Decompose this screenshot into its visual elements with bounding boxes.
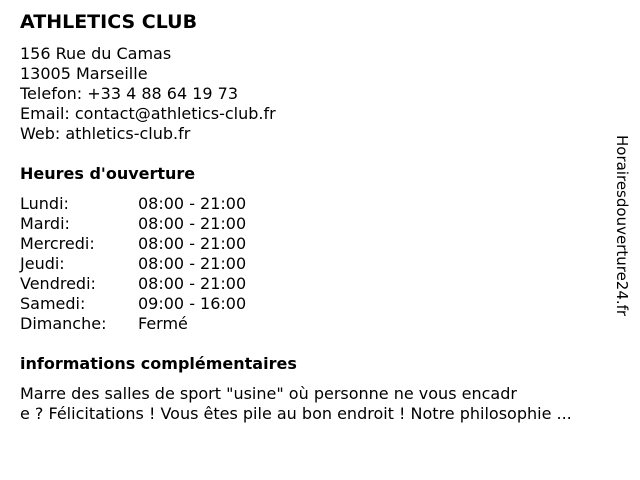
description-line: Marre des salles de sport "usine" où personne ne vous encadr <box>20 384 517 403</box>
opening-hours-list <box>20 194 246 334</box>
business-description <box>20 384 625 424</box>
site-watermark: Horairesdouverture24.fr <box>613 135 631 317</box>
time-range: 08:00 - 21:00 <box>138 234 247 253</box>
day-label: Jeudi: <box>20 254 65 273</box>
opening-hours-heading: Heures d'ouverture <box>20 164 196 183</box>
time-range: Fermé <box>138 314 188 333</box>
contact-details <box>20 44 276 144</box>
description-line: e ? Félicitations ! Vous êtes pile au bon endroit ! Notre philosophie ... <box>20 404 572 423</box>
day-label: Dimanche: <box>20 314 107 333</box>
time-range: 08:00 - 21:00 <box>138 274 247 293</box>
hours-row-tuesday <box>20 214 246 234</box>
phone-number: Telefon: +33 4 88 64 19 73 <box>20 84 239 103</box>
day-label: Lundi: <box>20 194 69 213</box>
time-range: 08:00 - 21:00 <box>138 214 247 233</box>
day-label: Mardi: <box>20 214 70 233</box>
hours-row-thursday <box>20 254 246 274</box>
time-range: 09:00 - 16:00 <box>138 294 247 313</box>
email-address: Email: contact@athletics-club.fr <box>20 104 276 123</box>
hours-row-saturday <box>20 294 246 314</box>
additional-info-heading: informations complémentaires <box>20 354 297 373</box>
street-address: 156 Rue du Camas <box>20 44 172 63</box>
time-range: 08:00 - 21:00 <box>138 194 247 213</box>
hours-row-friday <box>20 274 246 294</box>
day-label: Samedi: <box>20 294 86 313</box>
day-label: Vendredi: <box>20 274 96 293</box>
time-range: 08:00 - 21:00 <box>138 254 247 273</box>
hours-row-wednesday <box>20 234 246 254</box>
business-name: ATHLETICS CLUB <box>20 11 198 33</box>
day-label: Mercredi: <box>20 234 95 253</box>
website: Web: athletics-club.fr <box>20 124 191 143</box>
city-address: 13005 Marseille <box>20 64 148 83</box>
hours-row-sunday <box>20 314 246 334</box>
hours-row-monday <box>20 194 246 214</box>
